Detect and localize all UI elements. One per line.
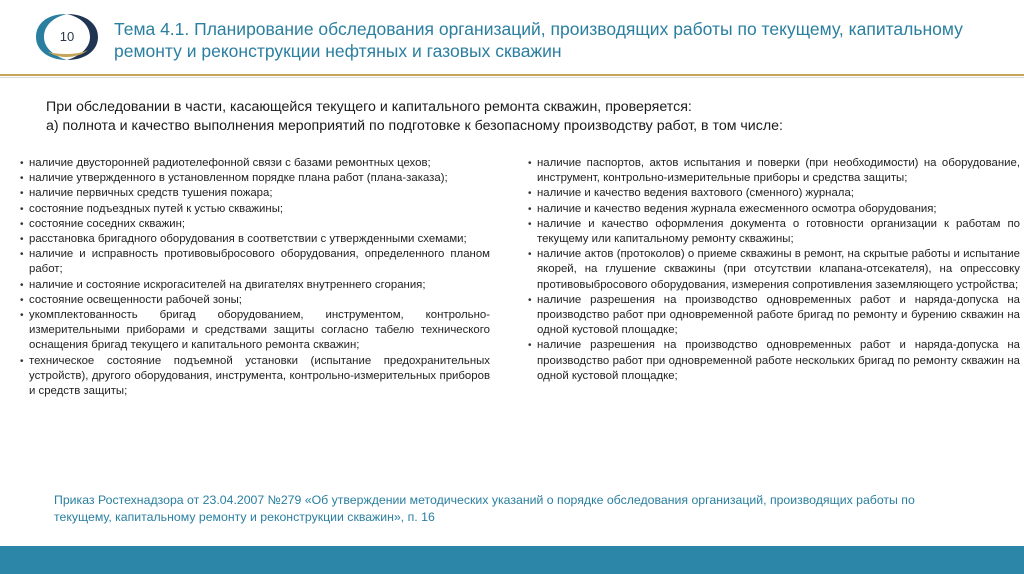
right-checklist [528,156,1020,384]
list-item-text: состояние соседних скважин; [29,217,186,230]
bullet-icon: • [20,203,24,215]
list-item-text: наличие и состояние искрогасителей на двигателях внутреннего сгорания; [29,278,426,291]
list-item-text: техническое состояние подъемной установки (испытание предохранительных устройств), другого оборудования, инструмента, контрольно-измерительных приборов и средств защиты; [29,354,490,398]
list-item-text: наличие утвержденного в установленном порядке плана работ (плана-заказа); [29,172,448,185]
slide-title: Тема 4.1. Планирование обследования организаций, производящих работы по текущему, капитальному ремонту и реконструкции нефтяных и газовых скважин [114,19,963,61]
list-item [528,217,1020,247]
bullet-icon: • [528,188,532,200]
list-item-text: наличие первичных средств тушения пожара; [29,187,273,200]
list-item [20,232,490,247]
bullet-icon: • [528,158,532,169]
list-item [20,308,490,354]
list-item [528,247,1020,293]
bullet-icon: • [20,158,24,169]
footer-bar [0,546,1024,574]
intro-line-2: а) полнота и качество выполнения мероприятий по подготовке к безопасному производству работ, в том числе: [46,118,783,134]
list-item [20,202,490,217]
header-divider-gold [0,74,1024,76]
bullet-icon: • [20,249,24,261]
list-item-text: укомплектованность бригад оборудованием, инструментом, контрольно-измерительными приборами и средствами защиты согласно табелю технического оснащения бригад текущего и капитального ремонта скважин; [29,309,490,352]
list-item [528,293,1020,339]
list-item [20,247,490,277]
bullet-icon: • [20,188,24,200]
bullet-icon: • [528,249,532,261]
bullet-icon: • [20,294,24,306]
list-item [528,202,1020,217]
list-item [20,217,490,232]
slide-logo [34,12,100,62]
bullet-icon: • [528,294,532,306]
list-item [528,186,1020,201]
list-item-text: наличие двусторонней радиотелефонной связи с базами ремонтных цехов; [29,157,431,169]
legal-reference-footnote: Приказ Ростехнадзора от 23.04.2007 №279 «Об утверждении методических указаний о порядке обследования организаций, производящих работы по текущему, капитальному ремонту и реконструкции скважин», п. 16 [54,493,915,524]
list-item-text: состояние подъездных путей к устью скважины; [29,202,284,215]
bullet-icon: • [20,218,24,230]
list-item [528,156,1020,186]
list-item-text: наличие и качество оформления документа о готовности организации к работам по текущему или капитальному ремонту скважины; [537,217,1020,246]
list-item [528,338,1020,384]
list-item [20,171,490,186]
bullet-icon: • [528,203,532,215]
list-item-text: наличие разрешения на производство одновременных работ и наряда-допуска на производство работ при одновременной работе нескольких бригад по ремонту скважин на одной кустовой площадке; [537,339,1020,382]
intro-line-1: При обследовании в части, касающейся текущего и капитального ремонта скважин, проверяется: [46,99,692,115]
bullet-icon: • [528,218,532,230]
list-item-text: состояние освещенности рабочей зоны; [29,293,242,306]
list-item [20,186,490,201]
header-divider-gray [0,77,1024,78]
bullet-icon: • [20,310,24,322]
list-item-text: расстановка бригадного оборудования в соответствии с утвержденными схемами; [29,233,467,246]
list-item-text: наличие и качество ведения вахтового (сменного) журнала; [537,187,854,200]
slide-number: 10 [59,29,75,44]
list-item [20,156,490,171]
list-item [20,293,490,308]
bullet-icon: • [20,173,24,185]
bullet-icon: • [20,355,24,367]
list-item-text: наличие актов (протоколов) о приеме скважины в ремонт, на скрытые работы и испытание якорей, на глушение скважины (при отсутствии клапана-отсекателя), на опрессовку противовыбросового оборудования, измерения сопротивления заземляющего устройства; [537,248,1020,291]
bullet-icon: • [20,234,24,246]
list-item [20,354,490,400]
intro-text [46,98,1006,136]
list-item-text: наличие и качество ведения журнала ежесменного осмотра оборудования; [537,202,937,215]
list-item-text: наличие и исправность противовыбросового оборудования, определенного планом работ; [29,248,490,276]
slide-header [0,0,1024,76]
list-item-text: наличие разрешения на производство одновременных работ и наряда-допуска на производство работ при одновременной работе бригад по ремонту и бурению скважин на одной кустовой площадке; [537,293,1020,337]
bullet-icon: • [528,340,532,352]
left-checklist [20,156,490,399]
list-item-text: наличие паспортов, актов испытания и поверки (при необходимости) на оборудование, инструмент, контрольно-измерительные приборы и средства защиты; [537,157,1020,185]
list-item [20,278,490,293]
bullet-icon: • [20,279,24,291]
